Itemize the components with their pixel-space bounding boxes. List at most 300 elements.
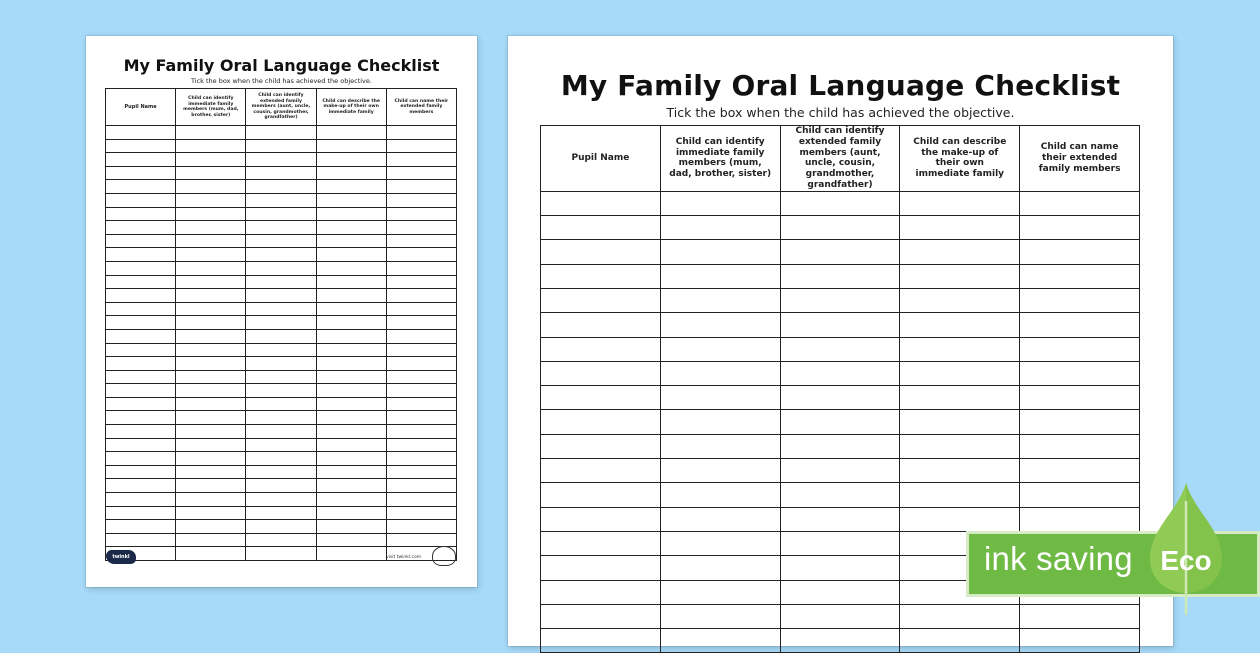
checkbox-cell	[176, 465, 246, 479]
table-row	[106, 193, 457, 207]
checkbox-cell	[1020, 629, 1140, 653]
checkbox-cell	[176, 275, 246, 289]
table-row	[541, 216, 1140, 240]
table-row	[106, 384, 457, 398]
checkbox-cell	[246, 166, 316, 180]
checkbox-cell	[386, 234, 456, 248]
table-row	[106, 533, 457, 547]
checkbox-cell	[176, 452, 246, 466]
table-row	[106, 465, 457, 479]
checkbox-cell	[176, 493, 246, 507]
checkbox-cell	[1020, 288, 1140, 312]
checkbox-cell	[316, 479, 386, 493]
checkbox-cell	[386, 193, 456, 207]
checkbox-cell	[900, 410, 1020, 434]
pupil-name-cell	[106, 275, 176, 289]
worksheet-subtitle: Tick the box when the child has achieved the objective.	[666, 105, 1015, 120]
table-row	[541, 361, 1140, 385]
checkbox-cell	[316, 180, 386, 194]
pupil-name-cell	[541, 531, 661, 555]
checklist-table	[105, 88, 457, 561]
pupil-name-cell	[541, 386, 661, 410]
checkbox-cell	[246, 139, 316, 153]
checkbox-cell	[176, 316, 246, 330]
checkbox-cell	[1020, 434, 1140, 458]
table-row	[106, 493, 457, 507]
table-header-row	[106, 89, 457, 126]
checkbox-cell	[386, 452, 456, 466]
pupil-name-cell	[106, 506, 176, 520]
table-row	[106, 261, 457, 275]
table-row	[106, 180, 457, 194]
checkbox-cell	[246, 438, 316, 452]
table-row	[106, 316, 457, 330]
checkbox-cell	[176, 221, 246, 235]
worksheet-preview-thumbnail[interactable]	[86, 36, 477, 587]
checkbox-cell	[176, 153, 246, 167]
checkbox-cell	[176, 126, 246, 140]
table-row	[106, 370, 457, 384]
checkbox-cell	[660, 410, 780, 434]
twinkl-logo: twinkl	[106, 550, 136, 564]
checkbox-cell	[900, 604, 1020, 628]
table-row	[541, 386, 1140, 410]
pupil-name-cell	[541, 604, 661, 628]
table-row	[106, 479, 457, 493]
checkbox-cell	[1020, 483, 1140, 507]
checkbox-cell	[246, 343, 316, 357]
pupil-name-cell	[106, 384, 176, 398]
table-row	[541, 410, 1140, 434]
checkbox-cell	[660, 483, 780, 507]
pupil-name-cell	[106, 289, 176, 303]
table-row	[106, 343, 457, 357]
pupil-name-cell	[541, 580, 661, 604]
checkbox-cell	[386, 207, 456, 221]
checkbox-cell	[316, 533, 386, 547]
checkbox-cell	[316, 316, 386, 330]
checkbox-cell	[1020, 386, 1140, 410]
checkbox-cell	[176, 343, 246, 357]
pupil-name-cell	[106, 520, 176, 534]
pupil-name-cell	[541, 361, 661, 385]
checkbox-cell	[386, 289, 456, 303]
checkbox-cell	[1020, 337, 1140, 361]
checkbox-cell	[780, 580, 900, 604]
table-row	[106, 411, 457, 425]
table-row	[106, 275, 457, 289]
column-header-describe-family: Child can describe the make-up of their own immediate family	[900, 126, 1020, 192]
table-row	[541, 434, 1140, 458]
checkbox-cell	[780, 240, 900, 264]
table-row	[541, 507, 1140, 531]
checkbox-cell	[176, 302, 246, 316]
pupil-name-cell	[106, 261, 176, 275]
checkbox-cell	[386, 384, 456, 398]
checkbox-cell	[386, 370, 456, 384]
checkbox-cell	[780, 264, 900, 288]
table-row	[541, 240, 1140, 264]
pupil-name-cell	[106, 493, 176, 507]
checkbox-cell	[1020, 313, 1140, 337]
checkbox-cell	[316, 275, 386, 289]
table-row	[106, 425, 457, 439]
pupil-name-cell	[106, 411, 176, 425]
table-row	[541, 459, 1140, 483]
checkbox-cell	[386, 302, 456, 316]
column-header-pupil-name: Pupil Name	[541, 126, 661, 192]
worksheet-title: My Family Oral Language Checklist	[123, 56, 440, 75]
checkbox-cell	[386, 329, 456, 343]
checkbox-cell	[1020, 410, 1140, 434]
checkbox-cell	[900, 191, 1020, 215]
worksheet-subtitle: Tick the box when the child has achieved the objective.	[191, 77, 372, 85]
checkbox-cell	[316, 207, 386, 221]
checkbox-cell	[386, 221, 456, 235]
checkbox-cell	[176, 438, 246, 452]
checkbox-cell	[316, 438, 386, 452]
checkbox-cell	[316, 248, 386, 262]
pupil-name-cell	[106, 248, 176, 262]
pupil-name-cell	[106, 153, 176, 167]
checkbox-cell	[246, 289, 316, 303]
checkbox-cell	[386, 316, 456, 330]
checkbox-cell	[386, 493, 456, 507]
pupil-name-cell	[106, 397, 176, 411]
column-header-immediate-family: Child can identify immediate family members (mum, dad, brother, sister)	[660, 126, 780, 192]
checkbox-cell	[386, 465, 456, 479]
pupil-name-cell	[541, 191, 661, 215]
checkbox-cell	[316, 520, 386, 534]
checkbox-cell	[900, 361, 1020, 385]
checkbox-cell	[176, 207, 246, 221]
pupil-name-cell	[106, 465, 176, 479]
checkbox-cell	[246, 261, 316, 275]
pupil-name-cell	[106, 479, 176, 493]
checkbox-cell	[780, 337, 900, 361]
checkbox-cell	[386, 438, 456, 452]
pupil-name-cell	[541, 483, 661, 507]
checkbox-cell	[176, 384, 246, 398]
table-row	[106, 139, 457, 153]
table-row	[541, 483, 1140, 507]
checkbox-cell	[246, 520, 316, 534]
checkbox-cell	[316, 221, 386, 235]
checkbox-cell	[780, 386, 900, 410]
checkbox-cell	[900, 264, 1020, 288]
column-header-name-extended: Child can name their extended family members	[1020, 126, 1140, 192]
checkbox-cell	[246, 465, 316, 479]
checkbox-cell	[900, 507, 1020, 531]
checkbox-cell	[386, 275, 456, 289]
checkbox-cell	[660, 240, 780, 264]
checkbox-cell	[246, 384, 316, 398]
checkbox-cell	[660, 434, 780, 458]
checkbox-cell	[386, 261, 456, 275]
checkbox-cell	[316, 384, 386, 398]
column-header-immediate-family: Child can identify immediate family members (mum, dad, brother, sister)	[176, 89, 246, 126]
checkbox-cell	[246, 397, 316, 411]
checkbox-cell	[900, 337, 1020, 361]
pupil-name-cell	[106, 316, 176, 330]
checkbox-cell	[900, 629, 1020, 653]
checkbox-cell	[386, 180, 456, 194]
checkbox-cell	[900, 313, 1020, 337]
table-row	[106, 289, 457, 303]
checkbox-cell	[660, 580, 780, 604]
table-row	[106, 357, 457, 371]
worksheet-title: My Family Oral Language Checklist	[560, 69, 1121, 102]
checkbox-cell	[386, 126, 456, 140]
eco-label: Eco	[1160, 545, 1212, 576]
checkbox-cell	[660, 556, 780, 580]
pupil-name-cell	[541, 216, 661, 240]
checkbox-cell	[246, 506, 316, 520]
pupil-name-cell	[106, 221, 176, 235]
checkbox-cell	[660, 629, 780, 653]
checklist-rows	[106, 126, 457, 561]
checkbox-cell	[176, 506, 246, 520]
checkbox-cell	[900, 459, 1020, 483]
pupil-name-cell	[541, 629, 661, 653]
pupil-name-cell	[106, 193, 176, 207]
column-header-extended-family: Child can identify extended family members (aunt, uncle, cousin, grandmother, grandfather)	[246, 89, 316, 126]
table-row	[106, 126, 457, 140]
pupil-name-cell	[106, 126, 176, 140]
checkbox-cell	[316, 153, 386, 167]
checkbox-cell	[246, 452, 316, 466]
table-row	[541, 264, 1140, 288]
checkbox-cell	[316, 302, 386, 316]
checkbox-cell	[176, 357, 246, 371]
pupil-name-cell	[541, 337, 661, 361]
checkbox-cell	[246, 533, 316, 547]
checkbox-cell	[176, 329, 246, 343]
column-header-pupil-name: Pupil Name	[106, 89, 176, 126]
checkbox-cell	[316, 139, 386, 153]
checkbox-cell	[246, 180, 316, 194]
checkbox-cell	[1020, 604, 1140, 628]
checkbox-cell	[1020, 264, 1140, 288]
checkbox-cell	[176, 289, 246, 303]
checkbox-cell	[386, 397, 456, 411]
checkbox-cell	[176, 411, 246, 425]
table-row	[541, 629, 1140, 653]
checkbox-cell	[176, 533, 246, 547]
checkbox-cell	[246, 248, 316, 262]
checkbox-cell	[176, 166, 246, 180]
checkbox-cell	[246, 479, 316, 493]
checkbox-cell	[316, 452, 386, 466]
checkbox-cell	[176, 520, 246, 534]
checkbox-cell	[246, 316, 316, 330]
checkbox-cell	[780, 629, 900, 653]
footer-url: visit twinkl.com	[386, 555, 422, 560]
pupil-name-cell	[106, 533, 176, 547]
checkbox-cell	[900, 240, 1020, 264]
checkbox-cell	[316, 166, 386, 180]
pupil-name-cell	[541, 288, 661, 312]
table-row	[106, 329, 457, 343]
pupil-name-cell	[106, 343, 176, 357]
pupil-name-cell	[106, 207, 176, 221]
checkbox-cell	[660, 216, 780, 240]
pupil-name-cell	[106, 139, 176, 153]
table-row	[106, 248, 457, 262]
checkbox-cell	[316, 397, 386, 411]
checkbox-cell	[246, 153, 316, 167]
pupil-name-cell	[541, 264, 661, 288]
checkbox-cell	[1020, 216, 1140, 240]
checkbox-cell	[660, 313, 780, 337]
checkbox-cell	[660, 264, 780, 288]
pupil-name-cell	[541, 459, 661, 483]
table-row	[106, 438, 457, 452]
table-row	[106, 452, 457, 466]
pupil-name-cell	[106, 166, 176, 180]
checkbox-cell	[246, 547, 316, 561]
checkbox-cell	[386, 166, 456, 180]
checkbox-cell	[246, 221, 316, 235]
table-row	[106, 397, 457, 411]
checkbox-cell	[316, 425, 386, 439]
checkbox-cell	[176, 234, 246, 248]
column-header-extended-family: Child can identify extended family members (aunt, uncle, cousin, grandmother, grandfather)	[780, 126, 900, 192]
checkbox-cell	[780, 410, 900, 434]
table-row	[106, 221, 457, 235]
pupil-name-cell	[106, 438, 176, 452]
table-row	[541, 288, 1140, 312]
checkbox-cell	[316, 411, 386, 425]
checkbox-cell	[900, 434, 1020, 458]
pupil-name-cell	[541, 507, 661, 531]
checkbox-cell	[900, 216, 1020, 240]
checkbox-cell	[386, 411, 456, 425]
checkbox-cell	[780, 556, 900, 580]
table-row	[541, 604, 1140, 628]
table-row	[106, 234, 457, 248]
checkbox-cell	[176, 261, 246, 275]
checkbox-cell	[1020, 240, 1140, 264]
column-header-name-extended: Child can name their extended family members	[386, 89, 456, 126]
checkbox-cell	[386, 139, 456, 153]
checkbox-cell	[176, 425, 246, 439]
pupil-name-cell	[106, 180, 176, 194]
pupil-name-cell	[541, 556, 661, 580]
checkbox-cell	[780, 361, 900, 385]
checkbox-cell	[316, 547, 386, 561]
pupil-name-cell	[106, 425, 176, 439]
checkbox-cell	[316, 493, 386, 507]
checkbox-cell	[176, 397, 246, 411]
checkbox-cell	[780, 507, 900, 531]
pupil-name-cell	[541, 313, 661, 337]
pupil-name-cell	[541, 434, 661, 458]
checkbox-cell	[386, 425, 456, 439]
checkbox-cell	[660, 191, 780, 215]
table-header-row	[541, 126, 1140, 192]
checkbox-cell	[316, 343, 386, 357]
checkbox-cell	[246, 234, 316, 248]
table-row	[106, 520, 457, 534]
checkbox-cell	[660, 361, 780, 385]
checkbox-cell	[316, 506, 386, 520]
checkbox-cell	[246, 275, 316, 289]
checkbox-cell	[316, 329, 386, 343]
checkbox-cell	[176, 479, 246, 493]
pupil-name-cell	[541, 240, 661, 264]
checkbox-cell	[316, 370, 386, 384]
checkbox-cell	[780, 288, 900, 312]
checkbox-cell	[660, 459, 780, 483]
checkbox-cell	[246, 126, 316, 140]
checkbox-cell	[1020, 507, 1140, 531]
checkbox-cell	[780, 191, 900, 215]
checkbox-cell	[780, 483, 900, 507]
table-row	[106, 506, 457, 520]
checkbox-cell	[660, 337, 780, 361]
checkbox-cell	[1020, 459, 1140, 483]
checkbox-cell	[176, 139, 246, 153]
ink-saving-label: ink saving	[984, 540, 1133, 577]
checkbox-cell	[386, 153, 456, 167]
pupil-name-cell	[106, 302, 176, 316]
checkbox-cell	[176, 180, 246, 194]
checkbox-cell	[316, 465, 386, 479]
checkbox-cell	[1020, 191, 1140, 215]
checkbox-cell	[386, 520, 456, 534]
checkbox-cell	[900, 386, 1020, 410]
checkbox-cell	[660, 386, 780, 410]
checkbox-cell	[246, 493, 316, 507]
table-row	[106, 153, 457, 167]
checkbox-cell	[780, 434, 900, 458]
checkbox-cell	[246, 357, 316, 371]
checkbox-cell	[386, 479, 456, 493]
checkbox-cell	[176, 193, 246, 207]
checkbox-cell	[780, 216, 900, 240]
checkbox-cell	[316, 261, 386, 275]
checkbox-cell	[246, 425, 316, 439]
checkbox-cell	[780, 531, 900, 555]
planit-badge-icon	[432, 546, 456, 566]
checkbox-cell	[900, 288, 1020, 312]
table-row	[541, 313, 1140, 337]
pupil-name-cell	[541, 410, 661, 434]
column-header-describe-family: Child can describe the make-up of their own immediate family	[316, 89, 386, 126]
pupil-name-cell	[106, 452, 176, 466]
checkbox-cell	[780, 604, 900, 628]
checkbox-cell	[660, 288, 780, 312]
checkbox-cell	[246, 411, 316, 425]
checkbox-cell	[900, 483, 1020, 507]
checkbox-cell	[660, 531, 780, 555]
checkbox-cell	[246, 193, 316, 207]
checkbox-cell	[660, 604, 780, 628]
checkbox-cell	[176, 370, 246, 384]
checkbox-cell	[386, 533, 456, 547]
pupil-name-cell	[106, 234, 176, 248]
pupil-name-cell	[106, 329, 176, 343]
table-row	[106, 302, 457, 316]
checkbox-cell	[316, 126, 386, 140]
pupil-name-cell	[106, 357, 176, 371]
checkbox-cell	[780, 313, 900, 337]
checkbox-cell	[386, 248, 456, 262]
checkbox-cell	[176, 248, 246, 262]
checkbox-cell	[386, 357, 456, 371]
table-row	[106, 207, 457, 221]
